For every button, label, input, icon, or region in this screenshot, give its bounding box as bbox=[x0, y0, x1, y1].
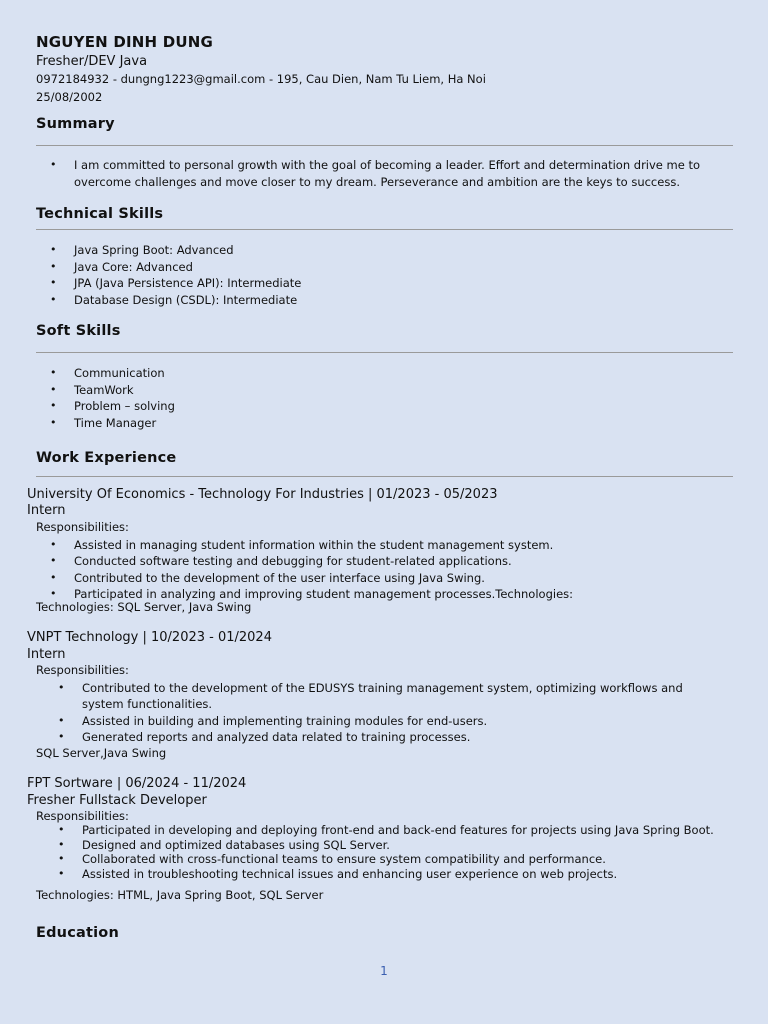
job-responsibilities-list bbox=[36, 823, 714, 881]
responsibilities-label: Responsibilities: bbox=[36, 809, 129, 823]
job-technologies: SQL Server,Java Swing bbox=[36, 746, 167, 760]
job-responsibilities-list bbox=[36, 680, 726, 745]
list-item: • TeamWork bbox=[36, 382, 175, 399]
list-item: • Collaborated with cross-functional teams to ensure system compatibility and performance. bbox=[36, 852, 714, 867]
job-position: Intern bbox=[27, 503, 66, 518]
list-item: • Problem – solving bbox=[36, 398, 175, 415]
soft-skills-heading: Soft Skills bbox=[36, 323, 121, 339]
list-item: • Time Manager bbox=[36, 415, 175, 432]
candidate-name: NGUYEN DINH DUNG bbox=[36, 33, 213, 51]
list-item: • Java Core: Advanced bbox=[36, 259, 301, 276]
summary-list bbox=[36, 157, 716, 190]
technical-skills-heading: Technical Skills bbox=[36, 206, 164, 222]
job-technologies: Technologies: SQL Server, Java Swing bbox=[36, 600, 252, 614]
job-title: FPT Sortware | 06/2024 - 11/2024 bbox=[27, 776, 247, 791]
summary-divider bbox=[36, 145, 733, 146]
list-item: • Designed and optimized databases using SQL Server. bbox=[36, 838, 714, 853]
list-item: • Java Spring Boot: Advanced bbox=[36, 242, 301, 259]
job-title: VNPT Technology | 10/2023 - 01/2024 bbox=[27, 630, 272, 645]
summary-heading: Summary bbox=[36, 116, 115, 132]
page-number: 1 bbox=[380, 964, 388, 978]
soft-skills-list bbox=[36, 365, 175, 431]
list-item: • Conducted software testing and debugging for student-related applications. bbox=[36, 553, 573, 569]
list-item: • Assisted in managing student information within the student management system. bbox=[36, 537, 573, 553]
job-technologies: Technologies: HTML, Java Spring Boot, SQL Server bbox=[36, 888, 324, 902]
work-experience-divider bbox=[36, 476, 733, 477]
technical-skills-divider bbox=[36, 229, 733, 230]
job-position: Intern bbox=[27, 647, 66, 662]
list-item: • Assisted in troubleshooting technical issues and enhancing user experience on web projects. bbox=[36, 867, 714, 882]
candidate-role: Fresher/DEV Java bbox=[36, 54, 148, 69]
soft-skills-divider bbox=[36, 352, 733, 353]
responsibilities-label: Responsibilities: bbox=[36, 663, 129, 677]
list-item: • I am committed to personal growth with the goal of becoming a leader. Effort and determination drive me to overcome challenges and move closer to my dream. Perseverance and ambition are the keys to success. bbox=[36, 157, 716, 190]
technical-skills-list bbox=[36, 242, 301, 308]
work-experience-heading: Work Experience bbox=[36, 450, 177, 466]
list-item: • JPA (Java Persistence API): Intermediate bbox=[36, 275, 301, 292]
list-item: • Generated reports and analyzed data related to training processes. bbox=[36, 729, 726, 745]
responsibilities-label: Responsibilities: bbox=[36, 520, 129, 534]
list-item: • Contributed to the development of the EDUSYS training management system, optimizing workflows and system functionalities. bbox=[36, 680, 726, 713]
job-title: University Of Economics - Technology For Industries | 01/2023 - 05/2023 bbox=[27, 487, 498, 502]
date-of-birth: 25/08/2002 bbox=[36, 90, 103, 104]
contact-info: 0972184932 - dungng1223@gmail.com - 195, Cau Dien, Nam Tu Liem, Ha Noi bbox=[36, 72, 486, 86]
job-responsibilities-list bbox=[36, 537, 573, 602]
list-item: • Communication bbox=[36, 365, 175, 382]
list-item: • Database Design (CSDL): Intermediate bbox=[36, 292, 301, 309]
list-item: • Participated in developing and deploying front-end and back-end features for projects using Java Spring Boot. bbox=[36, 823, 714, 838]
list-item: • Assisted in building and implementing training modules for end-users. bbox=[36, 713, 726, 729]
education-heading: Education bbox=[36, 925, 119, 941]
job-position: Fresher Fullstack Developer bbox=[27, 793, 207, 808]
list-item: • Participated in analyzing and improving student management processes.Technologies: bbox=[36, 586, 573, 602]
list-item: • Contributed to the development of the user interface using Java Swing. bbox=[36, 570, 573, 586]
